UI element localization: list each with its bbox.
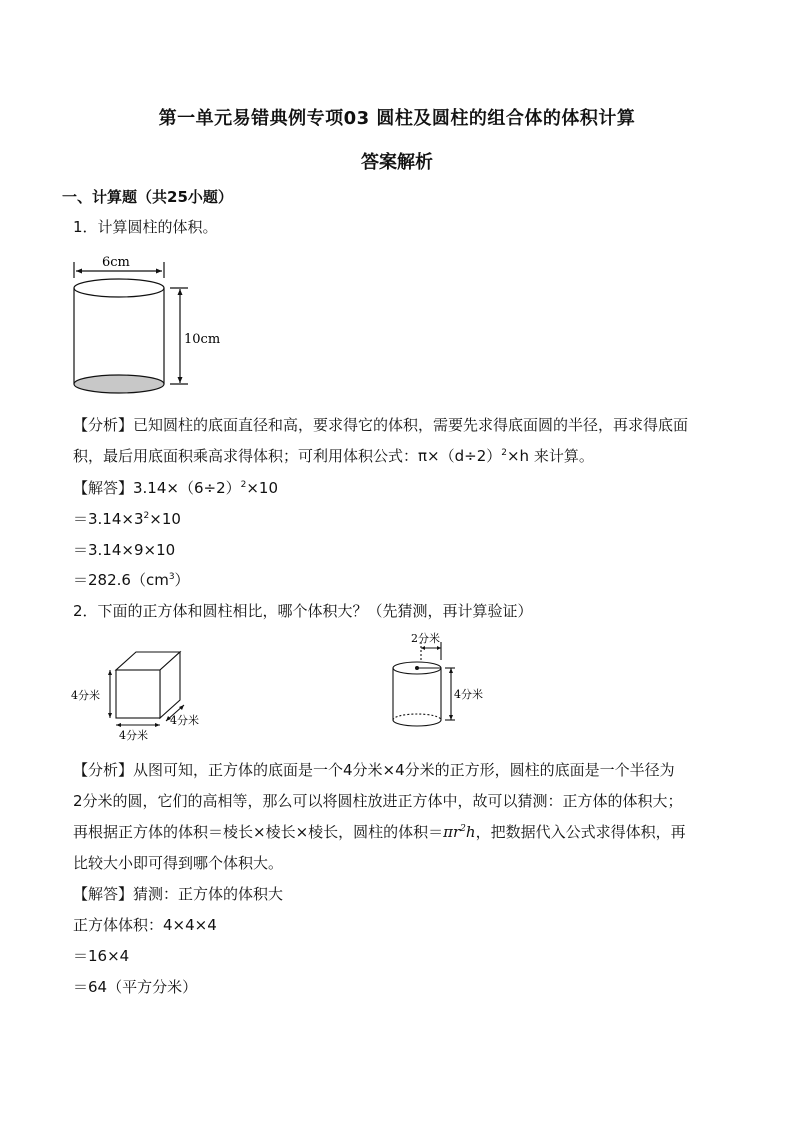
q2-solution: 【解答】猜测：正方体的体积大 (73, 885, 284, 903)
page-title: 第一单元易错典例专项03 圆柱及圆柱的组合体的体积计算 (158, 108, 636, 129)
cube-front-face (116, 670, 160, 718)
q1-solution: 【解答】$3.14\times(6\div 2)^2\times 10$ (73, 479, 279, 497)
cube-depth-label: 4分米 (170, 714, 199, 727)
q2-question: 2．下面的正方体和圆柱相比，哪个体积大？（先猜测，再计算验证） (73, 602, 533, 620)
q2-analysis-line4: 比较大小即可得到哪个体积大。 (73, 854, 284, 872)
radius-label: 2分米 (411, 632, 440, 645)
small-cylinder-base-front (393, 720, 441, 726)
diameter-label: 6cm (102, 255, 130, 270)
q1-analysis-line2: 积，最后用底面积乘高求得体积；可利用体积公式：$\pi\times(d\div 2)^2\times h$ 来计算。 (73, 447, 594, 465)
cylinder-top (74, 279, 164, 297)
q1-cylinder-figure (60, 252, 240, 397)
height-label: 10cm (184, 332, 221, 347)
small-cylinder-height-label: 4分米 (454, 688, 483, 701)
q1-question: 1．计算圆柱的体积。 (73, 218, 218, 236)
cylinder-base (74, 375, 164, 393)
q2-analysis-line2: 2分米的圆，它们的高相等，那么可以将圆柱放进正方体中，故可以猜测：正方体的体积大； (73, 792, 683, 810)
q1-step1: $=3.14\times 3^2\times 10$ (73, 510, 181, 528)
q2-cube-volume: 正方体体积：4×4×4 (73, 916, 217, 934)
q2-cube-step1: ＝16×4 (73, 947, 130, 965)
q1-analysis-line1: 【分析】已知圆柱的底面直径和高，要求得它的体积，需要先求得底面圆的半径，再求得底面 (73, 416, 689, 434)
center-point (415, 666, 419, 670)
q1-step2: ＝3.14×9×10 (73, 541, 176, 559)
page-subtitle: 答案解析 (361, 152, 433, 173)
cube-width-label: 4分米 (119, 729, 148, 742)
q1-step3: $=282.6(cm^3)$ (73, 571, 190, 589)
q2-analysis-line3: 再根据正方体的体积＝棱长×棱长×棱长，圆柱的体积$=\pi r^2h$，把数据代入公式求得体积，再 (73, 823, 686, 841)
q2-cube-figure (70, 648, 220, 744)
small-cylinder-base-back (393, 714, 441, 720)
q2-cube-step2: ＝64（平方分米） (73, 978, 198, 996)
q2-cylinder-figure (385, 632, 495, 732)
section-heading: 一、计算题（共25小题） (62, 188, 233, 206)
q2-analysis-line1: 【分析】从图可知，正方体的底面是一个4分米×4分米的正方形，圆柱的底面是一个半径为 (73, 761, 675, 779)
cube-height-label: 4分米 (71, 689, 100, 702)
